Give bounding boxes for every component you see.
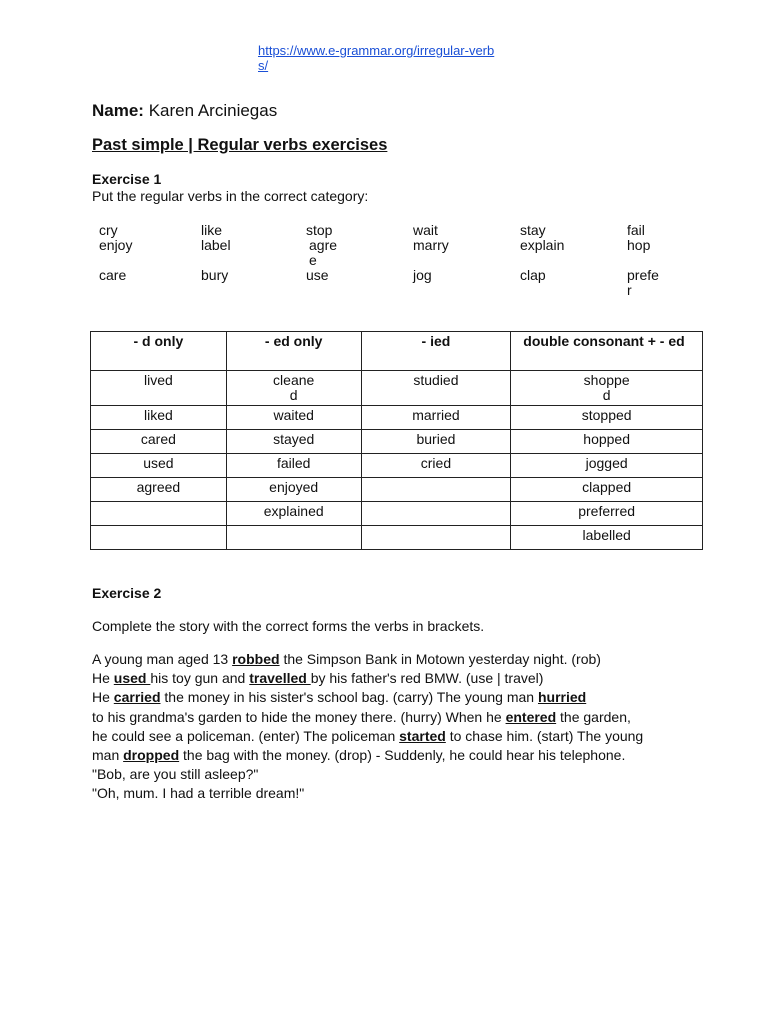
table-cell: enjoyed [226,478,361,502]
story-line: "Bob, are you still asleep?" [92,766,259,783]
table-row [91,526,703,550]
table-cell: cared [91,430,227,454]
table-cell [361,502,511,526]
table-cell: labelled [511,526,703,550]
table-cell: clapped [511,478,703,502]
story-line: A young man aged 13 robbed the Simpson Bank in Motown yesterday night. (rob) [92,651,601,667]
table-cell: waited [226,406,361,430]
table-cell: cried [361,454,511,478]
answer-word: dropped [123,747,180,764]
answer-word: hurried [537,689,587,706]
table-cell: stopped [511,406,703,430]
word-item: stay [520,222,546,238]
answer-word: started [399,727,446,744]
story-line: "Oh, mum. I had a terrible dream!" [92,785,305,802]
word-item: fail [627,222,645,238]
student-name [92,101,277,121]
table-row [91,478,703,502]
story-line: to his grandma's garden to hide the money there. (hurry) When he entered the garden, [92,708,631,725]
answer-word: entered [505,708,557,725]
story-line: He used his toy gun and travelled by his father's red BMW. (use | travel) [92,670,544,687]
word-item: stop [306,222,333,238]
table-cell [361,526,511,550]
column-header: - d only [91,332,227,371]
word-item: wait [413,222,438,238]
word-item: jog [413,267,432,283]
word-item: cry [99,222,118,238]
table-row [91,454,703,478]
verb-category-table [90,331,703,550]
word-item: label [201,237,231,253]
table-cell: studied [361,371,511,406]
exercise1-instruction: Put the regular verbs in the correct category: [92,188,369,204]
table-row [91,371,703,406]
word-item: care [99,267,127,283]
table-cell: married [361,406,511,430]
source-link[interactable]: https://www.e-grammar.org/irregular-verbs/ [258,43,495,73]
story-line: he could see a policeman. (enter) The policeman started to chase him. (start) The young man dropped the bag with the money. (drop) - Suddenly, he could hear his telephone. [92,727,644,764]
page-title: Past simple | Regular verbs exercises [92,136,388,154]
exercise2-heading: Exercise 2 [92,585,162,601]
word-item: like [201,222,223,238]
table-cell: explained [226,502,361,526]
table-cell: used [91,454,227,478]
table-cell [226,526,361,550]
name-value: Karen Arciniegas [143,101,278,120]
word-item: clap [520,267,546,283]
table-header-row [91,332,703,371]
exercise2-instruction: Complete the story with the correct forms the verbs in brackets. [92,618,485,634]
table-cell: jogged [511,454,703,478]
story-line: He carried the money in his sister's school bag. (carry) The young man hurried [92,689,587,706]
column-header: - ed only [226,332,361,371]
table-cell: liked [91,406,227,430]
table-cell: cleaned [226,371,361,406]
table-cell: agreed [91,478,227,502]
word-item: hop [627,237,651,253]
name-label: Name: [92,101,144,120]
answer-word: carried [113,689,161,706]
table-cell [361,478,511,502]
table-cell: buried [361,430,511,454]
word-item: enjoy [99,237,133,253]
word-item: prefer [627,267,659,298]
column-header: - ied [361,332,511,371]
table-cell: stayed [226,430,361,454]
word-item: use [306,267,329,283]
story-text [92,650,672,804]
table-cell: hopped [511,430,703,454]
table-cell: preferred [511,502,703,526]
column-header: double consonant + - ed [511,332,703,371]
table-cell [91,526,227,550]
answer-word: robbed [232,651,280,667]
exercise1-heading: Exercise 1 [92,171,162,187]
table-row [91,406,703,430]
table-cell [91,502,227,526]
table-cell: failed [226,454,361,478]
table-cell: shopped [511,371,703,406]
word-item: bury [201,267,229,283]
answer-word: travelled [249,670,311,687]
word-item: explain [520,237,565,253]
table-row [91,502,703,526]
answer-word: used [113,670,151,687]
table-row [91,430,703,454]
word-item: agree [309,237,338,268]
table-cell: lived [91,371,227,406]
word-item: marry [413,237,449,253]
